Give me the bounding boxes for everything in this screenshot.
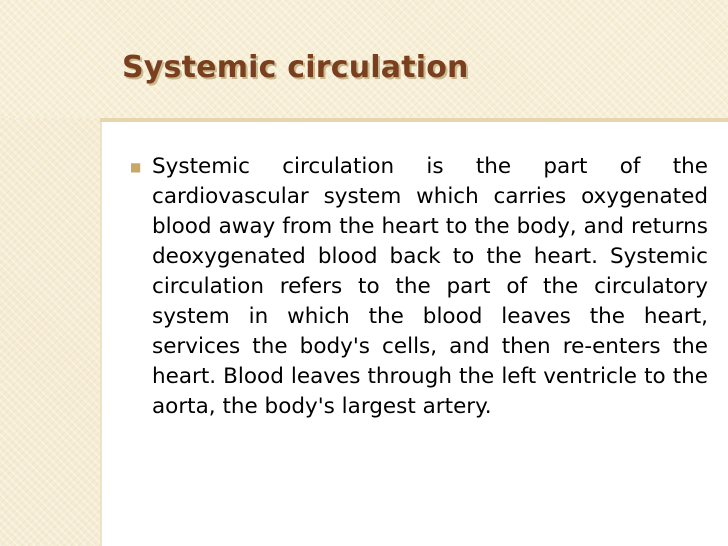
slide-content <box>130 152 708 422</box>
bullet-item <box>130 152 708 422</box>
title-underline-divider <box>100 118 728 122</box>
square-bullet-icon: ■ <box>130 160 142 174</box>
bullet-text: Systemic circulation is the part of the cardiovascular system which carries oxygenated blood away from the heart to the body, and returns deoxygenated blood back to the heart. Systemic circulation refers to the part of the circulatory system in which the blood leaves the heart, services the body's cells, and then re-enters the heart. Blood leaves through the left ventricle to the aorta, the body's largest artery. <box>152 154 708 419</box>
slide-title: Systemic circulation <box>122 50 469 85</box>
